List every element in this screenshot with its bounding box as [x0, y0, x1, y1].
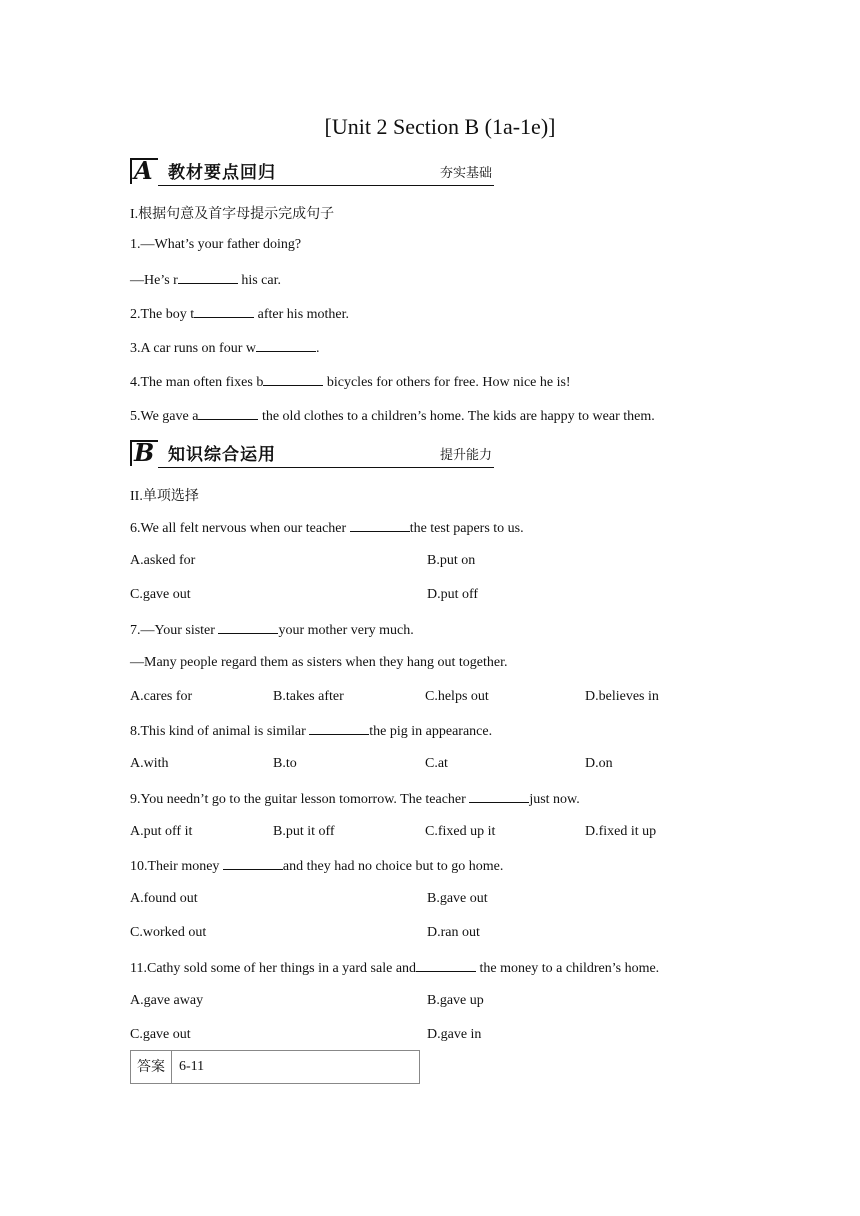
answer-blank[interactable] [218, 621, 278, 634]
answer-blank[interactable] [416, 959, 476, 972]
question-3: 3.A car runs on four w . [130, 341, 320, 356]
q9-option-a[interactable]: A.put off it [130, 824, 193, 839]
q7-option-c[interactable]: C.helps out [425, 689, 489, 704]
answer-box [130, 1050, 420, 1084]
q11-option-a[interactable]: A.gave away [130, 993, 204, 1008]
q7-option-d[interactable]: D.believes in [585, 689, 659, 704]
q6-option-d[interactable]: D.put off [427, 587, 479, 602]
q6-option-a[interactable]: A.asked for [130, 553, 196, 568]
answer-label: 答案 [131, 1051, 172, 1083]
q10-option-a[interactable]: A.found out [130, 891, 198, 906]
q7-option-b[interactable]: B.takes after [273, 689, 344, 704]
question-7: 7.—Your sister your mother very much. [130, 623, 414, 638]
q6-option-b[interactable]: B.put on [427, 553, 476, 568]
answer-blank[interactable] [194, 305, 254, 318]
q11-option-b[interactable]: B.gave up [427, 993, 484, 1008]
question-1-answer-line: —He’s r his car. [130, 273, 281, 288]
section-b-banner [130, 438, 494, 468]
section-a-heading: 教材要点回归 [168, 163, 276, 183]
section-a-rule [158, 185, 494, 186]
q7-option-a[interactable]: A.cares for [130, 689, 193, 704]
question-4: 4.The man often fixes b bicycles for others for free. How nice he is! [130, 375, 571, 390]
question-7-response: —Many people regard them as sisters when they hang out together. [130, 655, 508, 670]
section-b-heading: 知识综合运用 [168, 445, 276, 465]
answer-blank[interactable] [263, 373, 323, 386]
answer-blank[interactable] [178, 271, 238, 284]
q11-option-d[interactable]: D.gave in [427, 1027, 482, 1042]
question-10: 10.Their money and they had no choice but to go home. [130, 859, 504, 874]
q10-option-b[interactable]: B.gave out [427, 891, 488, 906]
answer-blank[interactable] [469, 790, 529, 803]
q11-option-c[interactable]: C.gave out [130, 1027, 191, 1042]
section-b-tag: 提升能力 [439, 448, 492, 463]
part1-instruction: I.根据句意及首字母提示完成句子 [130, 207, 335, 222]
page-title: [Unit 2 Section B (1a-1e)] [324, 114, 556, 139]
answer-blank[interactable] [256, 339, 316, 352]
section-b-badge: B [130, 440, 158, 466]
question-6: 6.We all felt nervous when our teacher the test papers to us. [130, 521, 524, 536]
q10-option-c[interactable]: C.worked out [130, 925, 207, 940]
q9-option-c[interactable]: C.fixed up it [425, 824, 496, 839]
q10-option-d[interactable]: D.ran out [427, 925, 480, 940]
question-11: 11.Cathy sold some of her things in a yard sale and the money to a children’s home. [130, 961, 660, 976]
section-a-banner [130, 156, 494, 186]
q8-option-a[interactable]: A.with [130, 756, 169, 771]
section-a-badge: A [130, 158, 158, 184]
answer-blank[interactable] [223, 857, 283, 870]
q8-option-c[interactable]: C.at [425, 756, 448, 771]
question-1: 1.—What’s your father doing? [130, 237, 302, 252]
q9-option-d[interactable]: D.fixed it up [585, 824, 657, 839]
question-2: 2.The boy t after his mother. [130, 307, 350, 322]
q8-option-d[interactable]: D.on [585, 756, 613, 771]
q9-option-b[interactable]: B.put it off [273, 824, 335, 839]
q8-option-b[interactable]: B.to [273, 756, 297, 771]
answer-range: 6-11 [179, 1059, 205, 1074]
section-b-rule [158, 467, 494, 468]
answer-blank[interactable] [198, 407, 258, 420]
part2-instruction: II.单项选择 [130, 489, 199, 504]
question-5: 5.We gave a the old clothes to a children’s home. The kids are happy to wear them. [130, 409, 655, 424]
section-a-tag: 夯实基础 [439, 166, 492, 181]
question-9: 9.You needn’t go to the guitar lesson tomorrow. The teacher just now. [130, 792, 580, 807]
question-8: 8.This kind of animal is similar the pig in appearance. [130, 724, 493, 739]
q6-option-c[interactable]: C.gave out [130, 587, 191, 602]
answer-blank[interactable] [309, 722, 369, 735]
answer-blank[interactable] [350, 519, 410, 532]
